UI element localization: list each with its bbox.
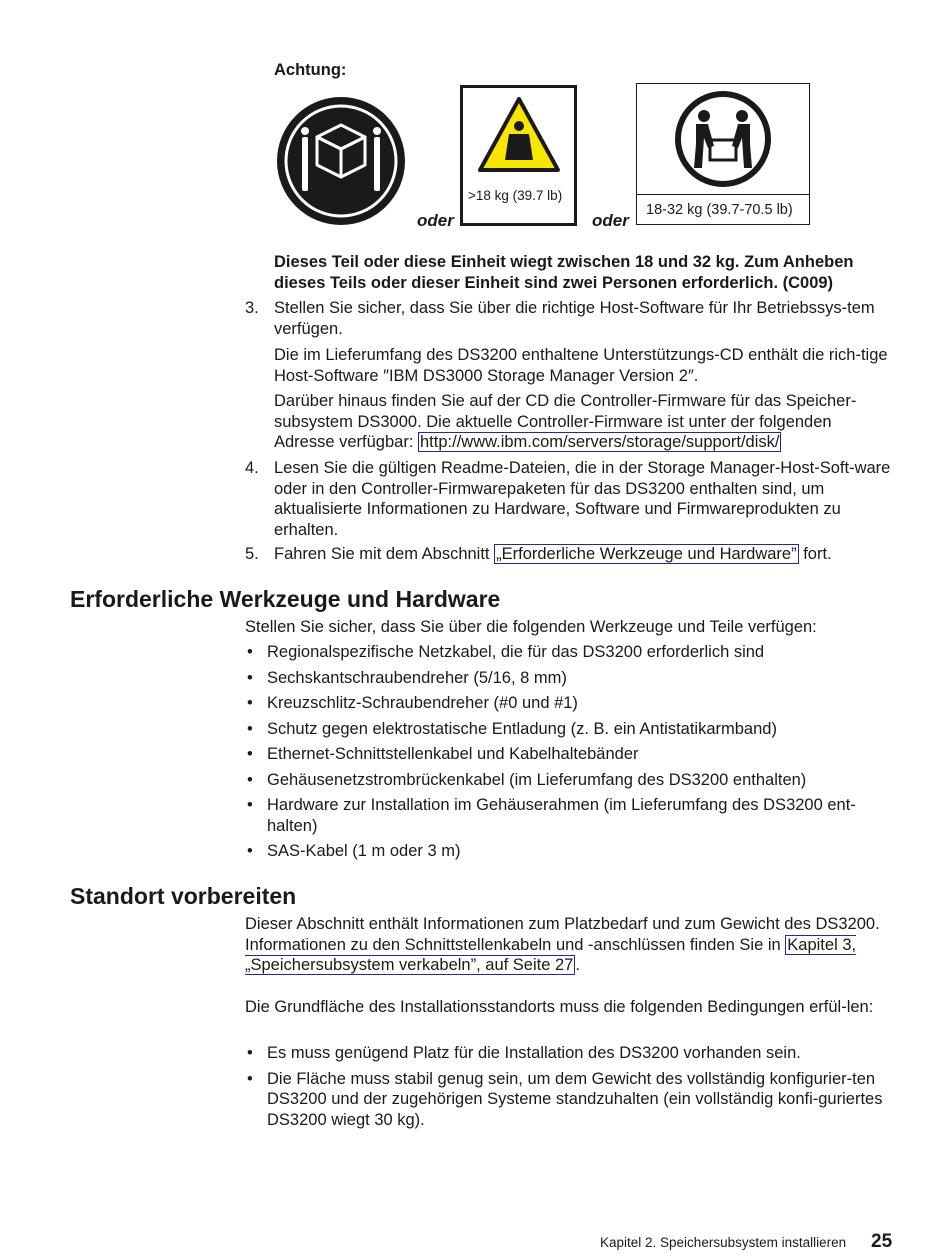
heavy-weight-warning-icon: [477, 96, 561, 174]
step-number: 4.: [245, 459, 259, 477]
paragraph-text: Darüber hinaus finden Sie auf der CD die Controller-Firmware für das Speicher-subsystem DS3000. Die aktuelle Controller-Firmware ist unter der folgenden Adresse verfügbar:: [274, 392, 857, 451]
list-item: • Hardware zur Installation im Gehäuserahmen (im Lieferumfang des DS3200 ent-halten): [247, 796, 856, 835]
two-person-lift-icon: [674, 90, 772, 188]
list-item: • Sechskantschraubendreher (5/16, 8 mm): [247, 668, 567, 687]
list-item: • Es muss genügend Platz für die Installation des DS3200 vorhanden sein.: [247, 1044, 801, 1062]
section-heading-tools: Erforderliche Werkzeuge und Hardware: [70, 586, 501, 612]
step-3-paragraph: Die im Lieferumfang des DS3200 enthaltene Unterstützungs-CD enthält die rich-tige Host-Software ″IBM DS3000 Storage Manager Version 2″.: [274, 346, 888, 385]
ibm-support-link[interactable]: http://www.ibm.com/servers/storage/support/disk/: [420, 433, 780, 451]
step-text-b: fort.: [803, 545, 832, 563]
step-text-a: Fahren Sie mit dem Abschnitt: [274, 545, 490, 563]
heavy-weight-warning-sign: [460, 85, 577, 226]
step-5: [245, 544, 895, 565]
step-text: Lesen Sie die gültigen Readme-Dateien, die in der Storage Manager-Host-Soft-ware oder in den Controller-Firmwarepaketen für das DS3200 enthalten sind, um aktualisierte Informationen zu Hardware, Software und Firmwareprodukten zu erhalten.: [274, 459, 891, 539]
site-requirements-list: [245, 1043, 895, 1130]
site-paragraph-1: [245, 914, 895, 976]
two-person-lift-sign: [636, 83, 810, 225]
list-item: • Gehäusenetzstrombrückenkabel (im Lieferumfang des DS3200 enthalten): [247, 770, 807, 789]
step-3-paragraph: [274, 391, 895, 453]
step-4: [245, 458, 895, 540]
tools-list: [245, 642, 895, 867]
footer-chapter: Kapitel 2. Speichersubsystem installieren: [600, 1235, 847, 1250]
page-number: 25: [871, 1231, 893, 1252]
weight-label-2: 18-32 kg (39.7-70.5 lb): [646, 202, 793, 218]
site-paragraph-2: Die Grundfläche des Installationsstandorts muss die folgenden Bedingungen erfül-len:: [245, 998, 874, 1016]
paragraph-text: Dieser Abschnitt enthält Informationen zum Platzbedarf und zum Gewicht des DS3200. Informationen zu den Schnittstellenkabeln und -anschlüssen finden Sie in: [245, 915, 880, 954]
list-item: • SAS-Kabel (1 m oder 3 m): [247, 842, 461, 860]
list-item: • Kreuzschlitz-Schraubendreher (#0 und #1): [247, 694, 578, 712]
paragraph-end: .: [575, 956, 580, 974]
chapter-3-link[interactable]: Kapitel 3, „Speichersubsystem verkabeln”, auf Seite 27: [245, 935, 857, 974]
section-heading-site: Standort vorbereiten: [70, 883, 297, 909]
step-3: [245, 298, 895, 339]
warning-heading: Achtung:: [274, 61, 347, 79]
step-text: Stellen Sie sicher, dass Sie über die richtige Host-Software für Ihr Betriebssys-tem verfügen.: [274, 299, 875, 338]
warning-text: Dieses Teil oder diese Einheit wiegt zwischen 18 und 32 kg. Zum Anheben dieses Teils oder dieser Einheit sind zwei Personen erforderlich. (C009): [274, 253, 854, 292]
list-item: • Regionalspezifische Netzkabel, die für das DS3200 erforderlich sind: [247, 643, 765, 661]
tools-intro: Stellen Sie sicher, dass Sie über die folgenden Werkzeuge und Teile verfügen:: [245, 618, 817, 636]
tools-section-link[interactable]: „Erforderliche Werkzeuge und Hardware”: [496, 545, 797, 563]
step-number: 3.: [245, 299, 259, 317]
two-person-lift-icon: [275, 95, 407, 227]
weight-label-1: >18 kg (39.7 lb): [468, 188, 563, 203]
list-item: • Die Fläche muss stabil genug sein, um dem Gewicht des vollständig konfigurier-ten DS3200 und der zugehörigen Systeme standzuhalten (ein vollständig konfi-guriertes DS3200 wiegt 30 kg).: [247, 1069, 883, 1129]
step-text: [274, 544, 832, 565]
list-item: • Ethernet-Schnittstellenkabel und Kabelhaltebänder: [247, 745, 639, 763]
list-item: • Schutz gegen elektrostatische Entladung (z. B. ein Antistatikarmband): [247, 719, 777, 738]
or-label-1: oder: [417, 211, 454, 230]
step-number: 5.: [245, 545, 259, 563]
or-label-2: oder: [592, 211, 629, 230]
